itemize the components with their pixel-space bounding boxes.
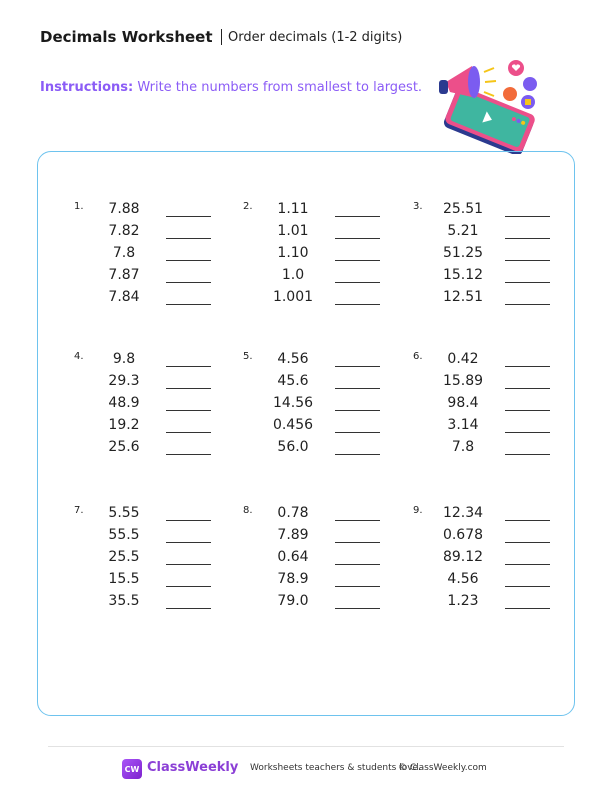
instructions — [40, 80, 422, 95]
worksheet-title: Decimals Worksheet — [40, 28, 213, 46]
number-value: 1.01 — [277, 223, 309, 239]
answer-blank[interactable] — [335, 432, 380, 433]
problem-row — [243, 417, 403, 439]
problem-row — [74, 417, 234, 439]
problem-row — [243, 351, 403, 373]
problem-row — [74, 549, 234, 571]
answer-blank[interactable] — [335, 564, 380, 565]
number-value: 55.5 — [108, 527, 140, 543]
problem-row — [243, 571, 403, 593]
answer-blank[interactable] — [505, 520, 550, 521]
number-value: 1.23 — [447, 593, 479, 609]
number-value: 1.0 — [281, 267, 305, 283]
answer-blank[interactable] — [335, 216, 380, 217]
problem-row — [413, 289, 573, 311]
problem-row — [74, 223, 234, 245]
answer-blank[interactable] — [335, 520, 380, 521]
answer-blank[interactable] — [166, 542, 211, 543]
problem-row — [74, 593, 234, 615]
answer-blank[interactable] — [166, 216, 211, 217]
problem-row — [413, 549, 573, 571]
number-value: 0.42 — [447, 351, 479, 367]
instructions-label: Instructions: — [40, 80, 134, 95]
brand-name: ClassWeekly — [147, 760, 239, 775]
answer-blank[interactable] — [166, 564, 211, 565]
number-value: 79.0 — [277, 593, 309, 609]
problem-row — [243, 289, 403, 311]
answer-blank[interactable] — [166, 388, 211, 389]
number-value: 3.14 — [447, 417, 479, 433]
number-value: 14.56 — [272, 395, 314, 411]
problem-row — [413, 417, 573, 439]
number-value: 4.56 — [277, 351, 309, 367]
number-value: 12.34 — [442, 505, 484, 521]
footer — [0, 758, 612, 780]
answer-blank[interactable] — [166, 366, 211, 367]
number-value: 0.78 — [277, 505, 309, 521]
answer-blank[interactable] — [335, 454, 380, 455]
number-value: 1.11 — [277, 201, 309, 217]
problem-row — [74, 439, 234, 461]
answer-blank[interactable] — [505, 388, 550, 389]
answer-blank[interactable] — [335, 366, 380, 367]
answer-blank[interactable] — [335, 542, 380, 543]
number-value: 15.5 — [108, 571, 140, 587]
answer-blank[interactable] — [166, 282, 211, 283]
problem-row — [243, 373, 403, 395]
problem-row — [413, 201, 573, 223]
number-value: 25.6 — [108, 439, 140, 455]
answer-blank[interactable] — [166, 238, 211, 239]
problem-number: 7. — [74, 505, 84, 516]
number-value: 7.89 — [277, 527, 309, 543]
problem-row — [243, 395, 403, 417]
problem-row — [413, 505, 573, 527]
problem-row — [243, 593, 403, 615]
number-value: 56.0 — [277, 439, 309, 455]
answer-blank[interactable] — [505, 260, 550, 261]
problem-row — [243, 201, 403, 223]
problem-row — [74, 201, 234, 223]
number-value: 0.678 — [442, 527, 484, 543]
answer-blank[interactable] — [505, 586, 550, 587]
number-value: 7.88 — [108, 201, 140, 217]
problem-row — [413, 267, 573, 289]
footer-copyright: © ClassWeekly.com — [398, 763, 487, 773]
answer-blank[interactable] — [166, 454, 211, 455]
problem-row — [243, 245, 403, 267]
problem-row — [74, 571, 234, 593]
answer-blank[interactable] — [166, 410, 211, 411]
number-value: 5.55 — [108, 505, 140, 521]
number-value: 12.51 — [442, 289, 484, 305]
number-value: 9.8 — [112, 351, 136, 367]
number-value: 7.87 — [108, 267, 140, 283]
phone-megaphone-social-icon — [424, 54, 548, 154]
answer-blank[interactable] — [335, 304, 380, 305]
answer-blank[interactable] — [335, 608, 380, 609]
problem-row — [74, 289, 234, 311]
problem-row — [413, 395, 573, 417]
problem-row — [243, 439, 403, 461]
number-value: 45.6 — [277, 373, 309, 389]
number-value: 25.5 — [108, 549, 140, 565]
footer-divider — [48, 746, 564, 747]
answer-blank[interactable] — [166, 586, 211, 587]
classweekly-logo-icon: CW — [122, 759, 142, 779]
answer-blank[interactable] — [166, 304, 211, 305]
problem-row — [74, 505, 234, 527]
problem-row — [413, 223, 573, 245]
number-value: 0.456 — [272, 417, 314, 433]
answer-blank[interactable] — [335, 282, 380, 283]
answer-blank[interactable] — [505, 216, 550, 217]
problem-row — [74, 351, 234, 373]
problem-row — [243, 527, 403, 549]
title-divider — [221, 29, 223, 45]
answer-blank[interactable] — [505, 282, 550, 283]
problem-row — [243, 223, 403, 245]
problem-number: 5. — [243, 351, 253, 362]
number-value: 89.12 — [442, 549, 484, 565]
problem-number: 3. — [413, 201, 423, 212]
number-value: 1.001 — [272, 289, 314, 305]
answer-blank[interactable] — [166, 520, 211, 521]
answer-blank[interactable] — [505, 410, 550, 411]
number-value: 7.8 — [451, 439, 475, 455]
problem-row — [74, 395, 234, 417]
answer-blank[interactable] — [335, 410, 380, 411]
number-value: 48.9 — [108, 395, 140, 411]
number-value: 5.21 — [447, 223, 479, 239]
answer-blank[interactable] — [505, 542, 550, 543]
number-value: 7.84 — [108, 289, 140, 305]
footer-tagline: Worksheets teachers & students love. — [250, 763, 421, 773]
problem-row — [413, 439, 573, 461]
number-value: 1.10 — [277, 245, 309, 261]
answer-blank[interactable] — [505, 454, 550, 455]
problem-row — [413, 527, 573, 549]
problem-row — [74, 373, 234, 395]
answer-blank[interactable] — [335, 388, 380, 389]
number-value: 7.8 — [112, 245, 136, 261]
number-value: 0.64 — [277, 549, 309, 565]
problem-row — [243, 267, 403, 289]
instructions-text: Write the numbers from smallest to largest. — [133, 80, 423, 95]
answer-blank[interactable] — [335, 238, 380, 239]
number-value: 29.3 — [108, 373, 140, 389]
number-value: 78.9 — [277, 571, 309, 587]
answer-blank[interactable] — [505, 432, 550, 433]
problem-row — [243, 549, 403, 571]
answer-blank[interactable] — [335, 586, 380, 587]
answer-blank[interactable] — [505, 238, 550, 239]
problem-number: 4. — [74, 351, 84, 362]
problem-row — [74, 527, 234, 549]
number-value: 35.5 — [108, 593, 140, 609]
problem-number: 1. — [74, 201, 84, 212]
number-value: 15.89 — [442, 373, 484, 389]
answer-blank[interactable] — [505, 608, 550, 609]
problem-row — [413, 571, 573, 593]
answer-blank[interactable] — [166, 608, 211, 609]
worksheet-header — [40, 28, 402, 46]
answer-blank[interactable] — [166, 260, 211, 261]
problem-row — [413, 373, 573, 395]
problem-number: 6. — [413, 351, 423, 362]
problem-row — [74, 267, 234, 289]
number-value: 19.2 — [108, 417, 140, 433]
problem-row — [413, 593, 573, 615]
problem-number: 9. — [413, 505, 423, 516]
problem-number: 8. — [243, 505, 253, 516]
answer-blank[interactable] — [166, 432, 211, 433]
number-value: 4.56 — [447, 571, 479, 587]
problem-row — [413, 351, 573, 373]
number-value: 25.51 — [442, 201, 484, 217]
problem-row — [243, 505, 403, 527]
problem-row — [413, 245, 573, 267]
worksheet-subtitle: Order decimals (1-2 digits) — [228, 29, 403, 45]
answer-blank[interactable] — [505, 564, 550, 565]
problem-number: 2. — [243, 201, 253, 212]
number-value: 15.12 — [442, 267, 484, 283]
answer-blank[interactable] — [335, 260, 380, 261]
number-value: 7.82 — [108, 223, 140, 239]
number-value: 51.25 — [442, 245, 484, 261]
problem-row — [74, 245, 234, 267]
answer-blank[interactable] — [505, 304, 550, 305]
answer-blank[interactable] — [505, 366, 550, 367]
number-value: 98.4 — [447, 395, 479, 411]
